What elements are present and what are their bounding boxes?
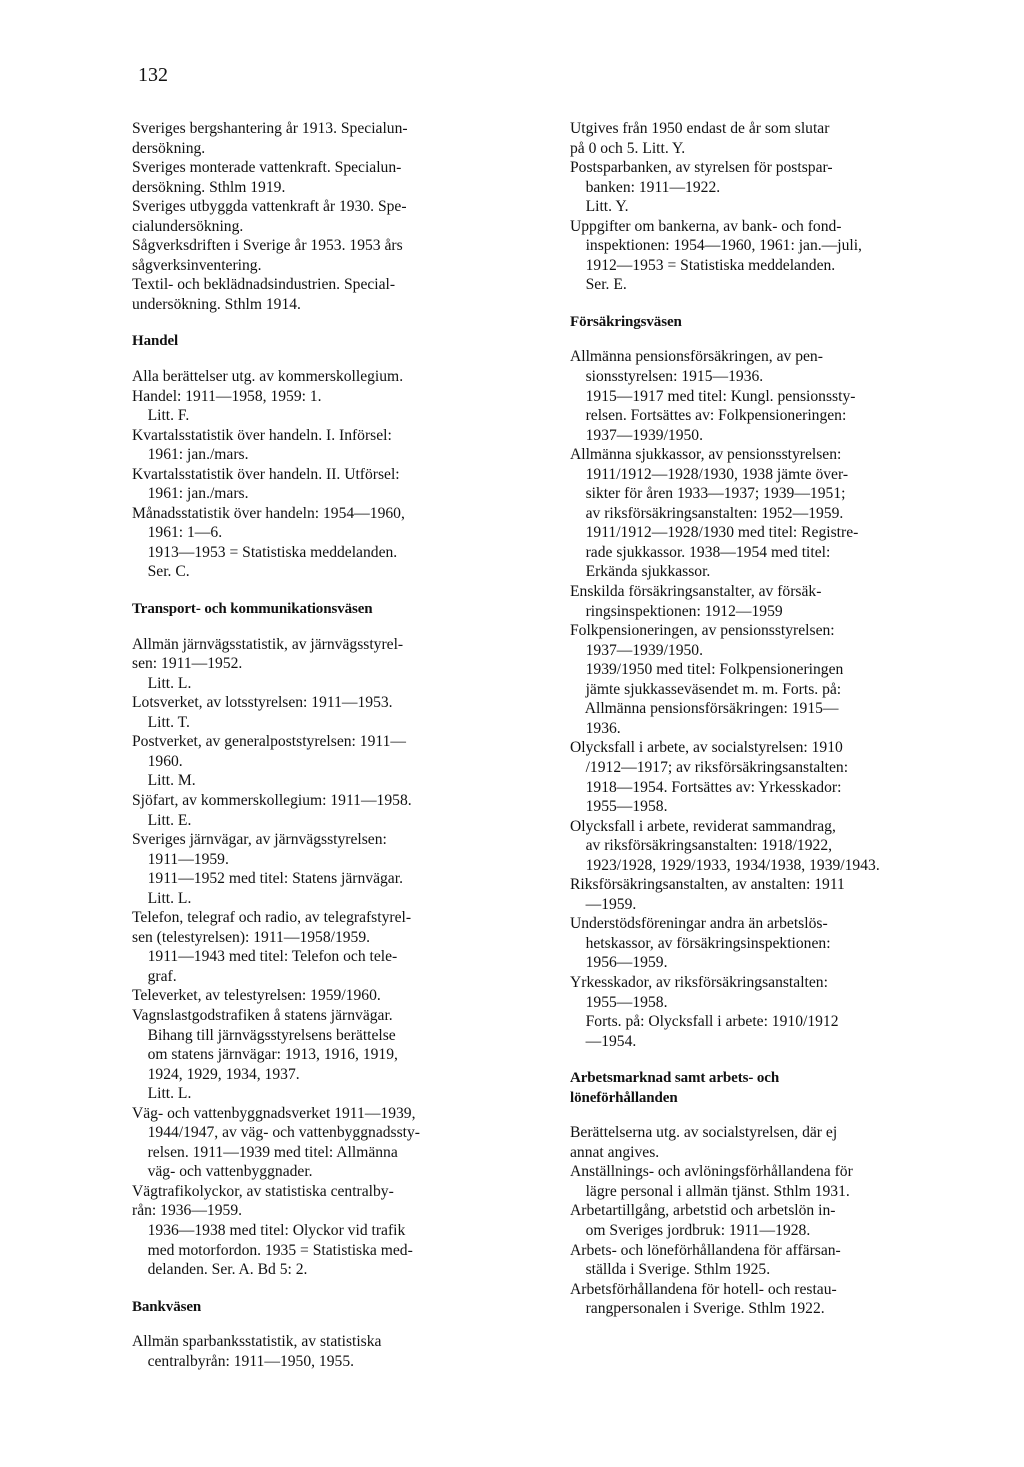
entry-line: Textil- och beklädnadsindustrien. Special-	[132, 276, 396, 294]
catalog-entry	[132, 426, 542, 465]
entry-line: Understödsföreningar andra än arbetslös-	[570, 915, 828, 933]
catalog-entry	[132, 635, 542, 694]
entry-line: undersökning. Sthlm 1914.	[132, 295, 301, 313]
entry-line: 1911—1959.	[132, 850, 229, 868]
entry-line: 1911—1943 med titel: Telefon och tele-	[132, 948, 398, 966]
entry-line: 1944/1947, av väg- och vattenbyggnadssty-	[132, 1124, 420, 1142]
catalog-entry	[570, 914, 948, 973]
entry-line: lägre personal i allmän tjänst. Sthlm 1931.	[570, 1182, 850, 1200]
entry-line: Litt. M.	[132, 772, 196, 790]
section-heading: Försäkringsväsen	[570, 313, 682, 330]
entry-line: 1936—1938 med titel: Olyckor vid trafik	[132, 1221, 406, 1239]
catalog-entry	[132, 236, 542, 275]
entry-line: Utgives från 1950 endast de år som slutar	[570, 120, 830, 137]
catalog-entry	[570, 1162, 948, 1201]
entry-line: ringsinspektionen: 1912—1959	[570, 602, 783, 620]
catalog-entry	[132, 1182, 542, 1280]
catalog-entry	[132, 693, 542, 732]
entry-line: Kvartalsstatistik över handeln. II. Utförsel:	[132, 465, 400, 483]
entry-line: Allmänna pensionsförsäkringen: 1915—	[570, 700, 839, 718]
entry-line: 1961: 1—6.	[132, 524, 223, 542]
entry-line: sen: 1911—1952.	[132, 655, 243, 673]
entry-line: Sjöfart, av kommerskollegium: 1911—1958.	[132, 791, 412, 809]
entry-line: 1923/1928, 1929/1933, 1934/1938, 1939/1943.	[570, 856, 880, 874]
entry-line: Vägtrafikolyckor, av statistiska centralby-	[132, 1182, 394, 1200]
catalog-entry	[132, 158, 542, 197]
entry-line: annat angives.	[570, 1143, 660, 1161]
entry-line: rån: 1936—1959.	[132, 1202, 243, 1220]
entry-line: —1954.	[570, 1032, 637, 1050]
entry-line: sikter för åren 1933—1937; 1939—1951;	[570, 485, 846, 503]
entry-line: inspektionen: 1954—1960, 1961: jan.—juli,	[570, 237, 862, 255]
catalog-entry	[570, 158, 948, 217]
entry-line: 1955—1958.	[570, 798, 668, 816]
catalog-entry	[570, 817, 948, 876]
catalog-entry	[132, 830, 542, 908]
catalog-entry	[132, 275, 542, 314]
entry-line: om statens järnvägar: 1913, 1916, 1919,	[132, 1046, 398, 1064]
entry-line: Vagnslastgodstrafiken å statens järnvägar.	[132, 1006, 393, 1024]
entry-line: /1912—1917; av riksförsäkringsanstalten:	[570, 758, 849, 776]
entry-line: Sågverksdriften i Sverige år 1953. 1953 års	[132, 237, 403, 255]
entry-line: 1936.	[570, 719, 621, 737]
entry-line: Ser. C.	[132, 563, 190, 581]
entry-line: på 0 och 5. Litt. Y.	[570, 139, 686, 157]
entry-line: Allmän järnvägsstatistik, av järnvägsstyrel-	[132, 635, 404, 653]
entry-line: av riksförsäkringsanstalten: 1952—1959.	[570, 504, 844, 522]
entry-line: av riksförsäkringsanstalten: 1918/1922,	[570, 837, 833, 855]
catalog-entry	[570, 738, 948, 816]
entry-line: 1937—1939/1950.	[570, 426, 703, 444]
catalog-entry	[132, 1006, 542, 1104]
catalog-entry	[132, 504, 542, 582]
entry-line: 1955—1958.	[570, 993, 668, 1011]
entry-line: Väg- och vattenbyggnadsverket 1911—1939,	[132, 1104, 416, 1122]
left-column	[132, 119, 542, 1371]
entry-line: centralbyrån: 1911—1950, 1955.	[132, 1352, 355, 1370]
entry-line: Yrkesskador, av riksförsäkringsanstalten:	[570, 973, 828, 991]
catalog-entry	[132, 197, 542, 236]
catalog-entry	[132, 791, 542, 830]
entry-line: rangpersonalen i Sverige. Sthlm 1922.	[570, 1300, 825, 1318]
entry-line: Postsparbanken, av styrelsen för postspar-	[570, 159, 833, 177]
entry-line: dersökning. Sthlm 1919.	[132, 178, 286, 196]
catalog-entry	[570, 347, 948, 445]
entry-line: 1960.	[132, 752, 183, 770]
entry-line: 1961: jan./mars.	[132, 446, 249, 464]
section-heading: Handel	[132, 333, 179, 350]
catalog-entry	[132, 1332, 542, 1371]
catalog-entry	[570, 973, 948, 1051]
entry-line: om Sveriges jordbruk: 1911—1928.	[570, 1221, 811, 1239]
entry-line: Litt. T.	[132, 713, 190, 731]
entry-line: Litt. F.	[132, 407, 190, 425]
entry-line: Forts. på: Olycksfall i arbete: 1910/1912	[570, 1013, 839, 1031]
entry-line: 1939/1950 med titel: Folkpensioneringen	[570, 661, 844, 679]
entry-line: Sveriges bergshantering år 1913. Specialun-	[132, 120, 408, 137]
entry-line: jämte sjukkasseväsendet m. m. Forts. på:	[570, 680, 842, 698]
section-heading: Transport- och kommunikationsväsen	[132, 601, 373, 618]
entry-line: väg- och vattenbyggnader.	[132, 1163, 313, 1181]
entry-line: Riksförsäkringsanstalten, av anstalten: 1911	[570, 876, 845, 894]
catalog-entry	[570, 217, 948, 295]
entry-line: 1956—1959.	[570, 954, 668, 972]
entry-line: Telefon, telegraf och radio, av telegrafstyrel-	[132, 909, 412, 927]
entry-line: Olycksfall i arbete, av socialstyrelsen: 1910	[570, 739, 843, 757]
entry-line: Litt. L.	[132, 889, 192, 907]
section-heading: Bankväsen	[132, 1298, 202, 1315]
entry-line: 1961: jan./mars.	[132, 485, 249, 503]
entry-line: med motorfordon. 1935 = Statistiska med-	[132, 1241, 413, 1259]
entry-line: delanden. Ser. A. Bd 5: 2.	[132, 1261, 308, 1279]
entry-line: Ser. E.	[570, 276, 627, 294]
entry-line: Litt. L.	[132, 1085, 192, 1103]
catalog-entry	[570, 875, 948, 914]
entry-line: cialundersökning.	[132, 217, 244, 235]
entry-line: Kvartalsstatistik över handeln. I. Införsel:	[132, 426, 392, 444]
entry-line: Enskilda försäkringsanstalter, av försäk-	[570, 583, 822, 601]
entry-line: Allmänna sjukkassor, av pensionsstyrelsen:	[570, 446, 842, 464]
entry-line: Alla berättelser utg. av kommerskollegium.	[132, 368, 404, 386]
catalog-entry	[570, 119, 948, 158]
catalog-entry	[570, 445, 948, 582]
catalog-entry	[570, 1201, 948, 1240]
catalog-entry	[570, 1241, 948, 1280]
entry-line: 1915—1917 med titel: Kungl. pensionssty-	[570, 387, 856, 405]
entry-line: 1912—1953 = Statistiska meddelanden.	[570, 256, 836, 274]
entry-line: rade sjukkassor. 1938—1954 med titel:	[570, 543, 831, 561]
entry-line: graf.	[132, 967, 177, 985]
catalog-entry	[132, 119, 542, 158]
entry-line: 1937—1939/1950.	[570, 641, 703, 659]
entry-line: Anställnings- och avlöningsförhållandena för	[570, 1163, 853, 1181]
entry-line: Arbets- och löneförhållandena för affärsan-	[570, 1241, 841, 1259]
entry-line: Handel: 1911—1958, 1959: 1.	[132, 387, 322, 405]
catalog-entry	[132, 986, 542, 1006]
entry-line: Arbetartillgång, arbetstid och arbetslön in-	[570, 1202, 836, 1220]
right-column	[570, 119, 948, 1319]
catalog-entry	[570, 1280, 948, 1319]
entry-line: Litt. Y.	[570, 198, 629, 216]
entry-line: dersökning.	[132, 139, 206, 157]
entry-line: 1911—1952 med titel: Statens järnvägar.	[132, 870, 403, 888]
entry-line: Månadsstatistik över handeln: 1954—1960,	[132, 504, 405, 522]
section-heading: Arbetsmarknad samt arbets- och löneförhållanden	[570, 1070, 780, 1106]
entry-line: Berättelserna utg. av socialstyrelsen, där ej	[570, 1124, 838, 1142]
entry-line: Folkpensioneringen, av pensionsstyrelsen:	[570, 622, 835, 640]
catalog-entry	[570, 582, 948, 621]
entry-line: sågverksinventering.	[132, 256, 262, 274]
entry-line: banken: 1911—1922.	[570, 178, 721, 196]
entry-line: Litt. L.	[132, 674, 192, 692]
entry-line: 1924, 1929, 1934, 1937.	[132, 1065, 300, 1083]
catalog-entry	[570, 621, 948, 738]
entry-line: Sveriges järnvägar, av järnvägsstyrelsen:	[132, 831, 387, 849]
catalog-entry	[132, 1104, 542, 1182]
entry-line: Arbetsförhållandena för hotell- och restau-	[570, 1280, 837, 1298]
entry-line: —1959.	[570, 895, 637, 913]
entry-line: Televerket, av telestyrelsen: 1959/1960.	[132, 987, 381, 1005]
entry-line: Allmänna pensionsförsäkringen, av pen-	[570, 348, 823, 366]
catalog-entry	[132, 465, 542, 504]
entry-line: sionsstyrelsen: 1915—1936.	[570, 368, 764, 386]
catalog-entry	[132, 732, 542, 791]
page-number: 132	[138, 64, 168, 86]
entry-line: Uppgifter om bankerna, av bank- och fond-	[570, 217, 842, 235]
entry-line: Litt. E.	[132, 811, 192, 829]
catalog-entry	[132, 367, 542, 426]
entry-line: sen (telestyrelsen): 1911—1958/1959.	[132, 928, 371, 946]
entry-line: ställda i Sverige. Sthlm 1925.	[570, 1261, 771, 1279]
entry-line: relsen. Fortsättes av: Folkpensioneringen:	[570, 407, 847, 425]
entry-line: 1913—1953 = Statistiska meddelanden.	[132, 543, 398, 561]
catalog-entry	[570, 1123, 948, 1162]
entry-line: Bihang till järnvägsstyrelsens berättelse	[132, 1026, 396, 1044]
entry-line: Sveriges monterade vattenkraft. Specialun-	[132, 159, 402, 177]
entry-line: Allmän sparbanksstatistik, av statistiska	[132, 1333, 382, 1351]
entry-line: 1911/1912—1928/1930 med titel: Registre-	[570, 524, 859, 542]
entry-line: Olycksfall i arbete, reviderat sammandrag,	[570, 817, 836, 835]
entry-line: 1911/1912—1928/1930, 1938 jämte över-	[570, 465, 849, 483]
entry-line: 1918—1954. Fortsättes av: Yrkesskador:	[570, 778, 842, 796]
entry-line: relsen. 1911—1939 med titel: Allmänna	[132, 1143, 398, 1161]
entry-line: Postverket, av generalpoststyrelsen: 1911—	[132, 733, 406, 751]
catalog-entry	[132, 908, 542, 986]
entry-line: Lotsverket, av lotsstyrelsen: 1911—1953.	[132, 694, 393, 712]
entry-line: Erkända sjukkassor.	[570, 563, 711, 581]
entry-line: Sveriges utbyggda vattenkraft år 1930. Spe-	[132, 198, 407, 216]
entry-line: hetskassor, av försäkringsinspektionen:	[570, 934, 831, 952]
